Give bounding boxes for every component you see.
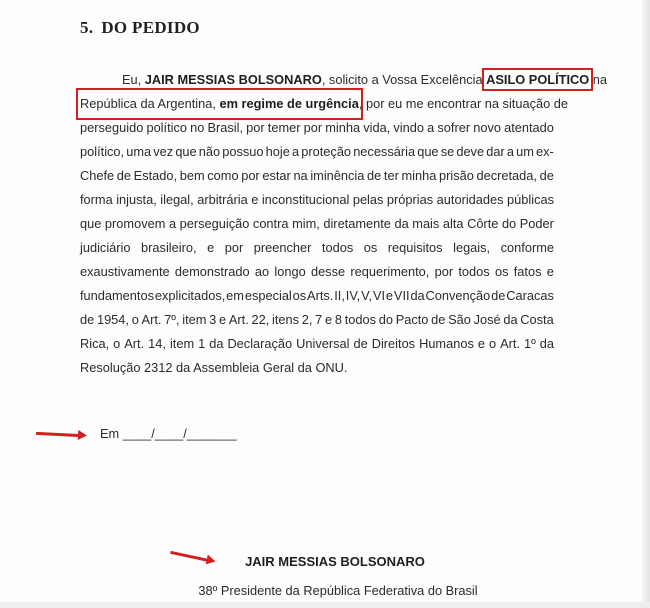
paragraph-line: fundamentos explicitados, em especial os Arts. II, IV, V, VI e VII da Convenção de Caracas	[80, 288, 554, 303]
signature-title: 38º Presidente da República Federativa do Brasil	[198, 583, 478, 598]
section-heading	[80, 18, 200, 38]
paragraph-line-2	[80, 92, 569, 116]
page-edge	[0, 602, 650, 608]
paragraph-line: exaustivamente demonstrado ao longo desse requerimento, por todos os fatos e	[80, 264, 554, 279]
urgency-highlight	[80, 92, 359, 116]
urgency-text: em regime de urgência	[219, 96, 359, 111]
paragraph-line-1	[80, 68, 608, 92]
paragraph-line: Chefe de Estado, bem como por estar na iminência de ter minha prisão decretada, de	[80, 168, 554, 183]
text-fragment: na	[589, 72, 608, 87]
paragraph-line: forma injusta, ilegal, arbitrária e inconstitucional pelas próprias autoridades públicas	[80, 192, 554, 207]
paragraph-line: perseguido político no Brasil, por temer por minha vida, vindo a sofrer novo atentado	[80, 120, 554, 135]
paragraph-line: Rica, o Art. 14, item 1 da Declaração Universal de Direitos Humanos e o Art. 1º da	[80, 336, 554, 351]
text-fragment: , por eu me encontrar na situação de	[358, 96, 569, 111]
section-title: DO PEDIDO	[101, 18, 200, 37]
paragraph-line: judiciário brasileiro, e por preencher todos os requisitos legais, conforme	[80, 240, 554, 255]
request-paragraph	[80, 68, 608, 380]
date-line: Em ____/____/_______	[100, 426, 237, 441]
paragraph-line: de 1954, o Art. 7º, item 3 e Art. 22, itens 2, 7 e 8 todos do Pacto de São José da Costa	[80, 312, 554, 327]
petitioner-name: JAIR MESSIAS BOLSONARO	[144, 72, 322, 87]
signature-name: JAIR MESSIAS BOLSONARO	[245, 554, 425, 569]
section-number: 5.	[80, 18, 94, 37]
country-text: República da Argentina,	[80, 96, 220, 111]
asylum-highlight: ASILO POLÍTICO	[486, 72, 590, 87]
paragraph-last-line: Resolução 2312 da Assembleia Geral da ONU.	[80, 360, 348, 375]
text-fragment: , solicito a Vossa Excelência	[321, 72, 487, 87]
red-arrow-icon	[36, 432, 81, 437]
paragraph-line: político, uma vez que não possuo hoje a proteção necessária que se deve dar a um ex-	[80, 144, 554, 159]
paragraph-line: que promovem a perseguição contra mim, diretamente da mais alta Côrte do Poder	[80, 216, 554, 231]
page-edge	[642, 0, 650, 608]
text-fragment: Eu,	[122, 72, 145, 87]
